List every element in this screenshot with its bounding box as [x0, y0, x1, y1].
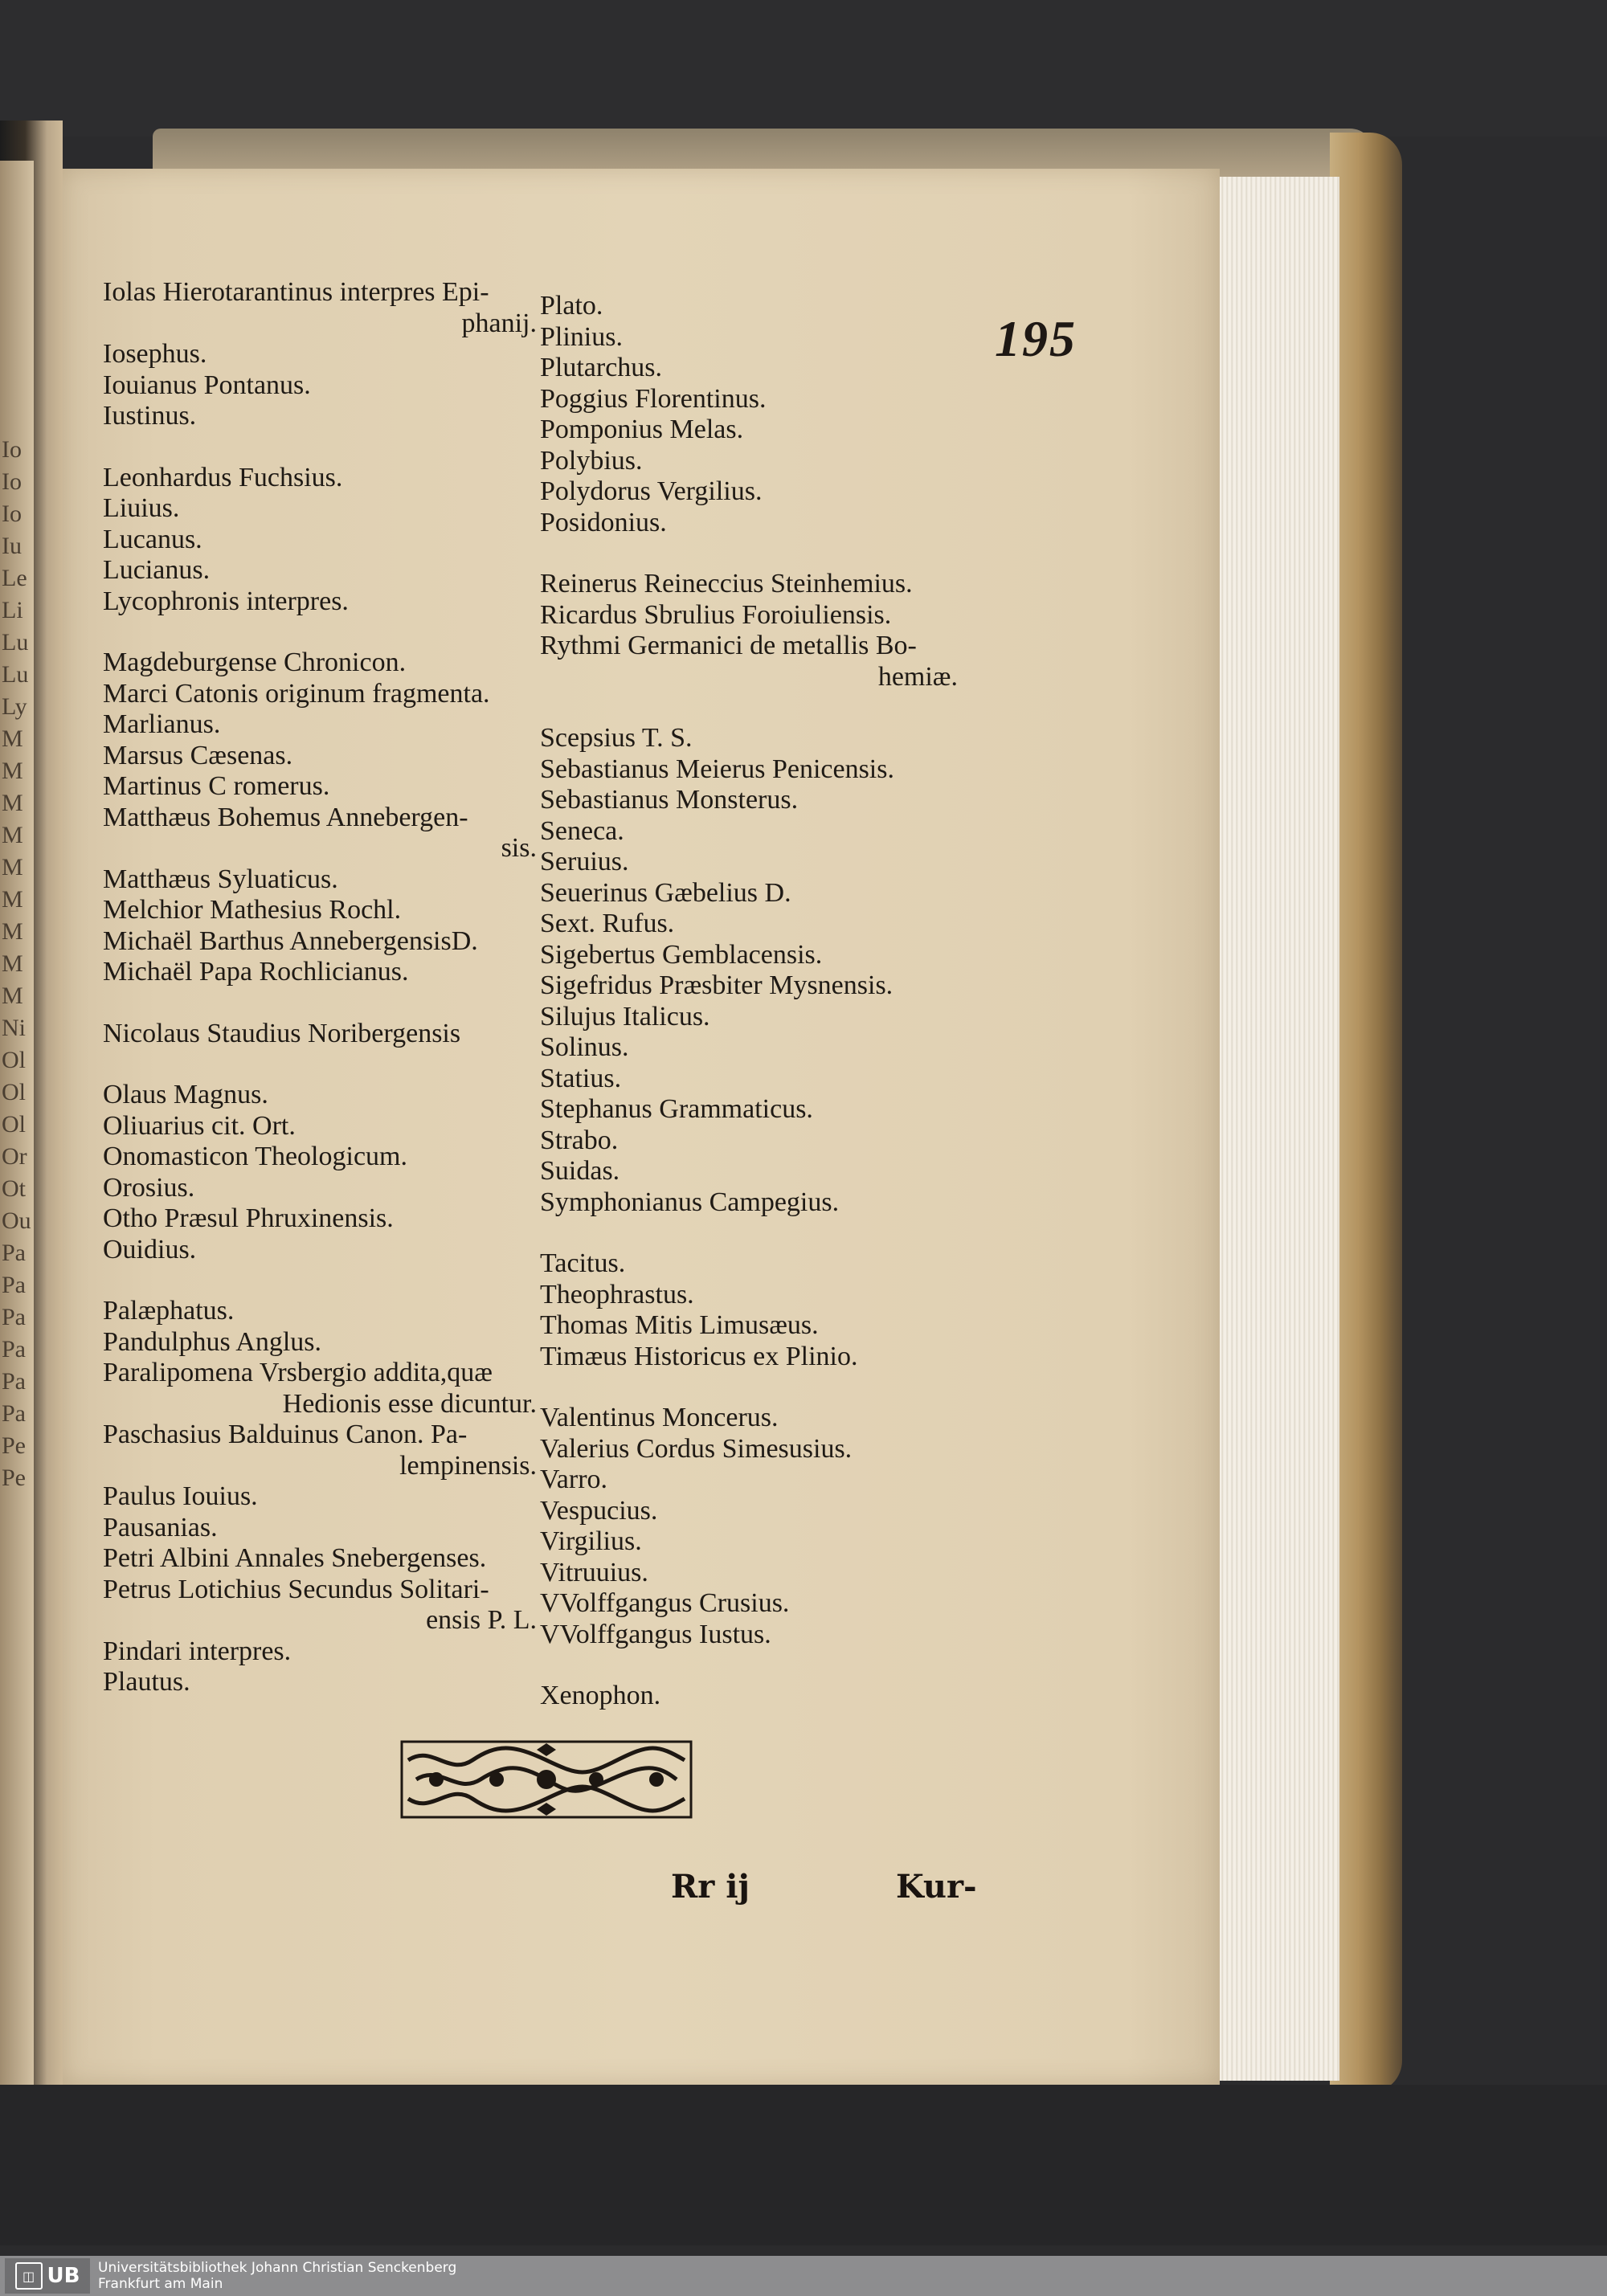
entry-text: VVolffgangus Iustus.: [540, 1619, 771, 1649]
index-entry: [540, 785, 958, 816]
entry-text: Michaël Papa Rochlicianus.: [103, 957, 409, 987]
entry-text: Iolas Hierotarantinus interpres Epi-: [103, 277, 489, 307]
index-entry: [540, 476, 958, 508]
entry-text: Sebastianus Monsterus.: [540, 785, 799, 815]
index-entry: [540, 816, 958, 848]
entry-text: Ricardus Sbrulius Foroiuliensis.: [540, 599, 892, 630]
index-column-left: [103, 277, 537, 1698]
index-entry: [540, 1588, 958, 1620]
index-column-right: [540, 291, 958, 1712]
index-entry: [540, 909, 958, 940]
entry-text: Pandulphus Anglus.: [103, 1326, 322, 1357]
index-entry: [540, 970, 958, 1002]
entry-text: Lucianus.: [103, 555, 211, 585]
printer-ornament: [400, 1740, 693, 1819]
index-entry: [540, 1156, 958, 1187]
entry-text: Polybius.: [540, 445, 643, 476]
index-entry: [540, 1094, 958, 1126]
entry-text: Plinius.: [540, 321, 623, 352]
index-entry: [540, 940, 958, 971]
entry-text: VVolffgangus Crusius.: [540, 1588, 790, 1618]
index-entry: [540, 1310, 958, 1342]
previous-page-fragment: Ol: [2, 1047, 26, 1073]
index-entry: [540, 600, 958, 631]
entry-text: Ouidius.: [103, 1234, 197, 1264]
previous-page-fragment: Pe: [2, 1432, 26, 1459]
entry-text: Paschasius Balduinus Canon. Pa-: [103, 1420, 468, 1449]
entry-text: Onomasticon Theologicum.: [103, 1142, 407, 1171]
index-entry: [103, 1111, 537, 1142]
entry-text: Virgilius.: [540, 1526, 642, 1556]
entry-text: Pomponius Melas.: [540, 415, 744, 444]
index-entry: [103, 1543, 537, 1575]
previous-page-fragment: Pa: [2, 1272, 26, 1298]
entry-text: Palæphatus.: [103, 1296, 235, 1326]
page-number: 195: [995, 310, 1077, 367]
index-entry: [103, 1203, 537, 1235]
entry-text: Iustinus.: [103, 401, 197, 431]
entry-text: Matthæus Syluaticus.: [103, 864, 338, 894]
entry-text: Valerius Cordus Simesusius.: [540, 1433, 853, 1464]
index-entry: [103, 1420, 537, 1481]
entry-text: Seuerinus Gæbelius D.: [540, 877, 791, 908]
index-entry: [540, 1064, 958, 1095]
entry-continuation: Hedionis esse dicuntur.: [282, 1388, 537, 1419]
previous-page-fragment: Ly: [2, 693, 27, 720]
previous-page-fragment: Iu: [2, 533, 22, 559]
previous-page-fragment: Ot: [2, 1175, 26, 1202]
index-entry: [540, 1002, 958, 1033]
entry-text: Sigebertus Gemblacensis.: [540, 939, 823, 970]
entry-continuation: ensis P. L.: [426, 1605, 537, 1635]
index-entry: [540, 1526, 958, 1558]
entry-text: Plautus.: [103, 1667, 190, 1697]
index-entry: [540, 1620, 958, 1651]
entry-text: Reinerus Reineccius Steinhemius.: [540, 569, 913, 599]
previous-page-fragment: Ol: [2, 1079, 26, 1105]
previous-page-fragment: M: [2, 854, 23, 880]
index-entry: [540, 1126, 958, 1157]
index-entry: [103, 555, 537, 586]
index-entry: [103, 1235, 537, 1266]
index-entry: [103, 1173, 537, 1204]
entry-continuation: lempinensis.: [399, 1450, 537, 1481]
index-entry: [103, 1358, 537, 1420]
entry-text: Liuius.: [103, 493, 180, 523]
previous-page-fragment: M: [2, 822, 23, 848]
entry-text: Symphonianus Campegius.: [540, 1187, 840, 1217]
entry-group: [103, 1296, 537, 1698]
entry-text: Scepsius T. S.: [540, 723, 693, 753]
library-city: Frankfurt am Main: [98, 2276, 223, 2292]
previous-page-fragment: Ou: [2, 1207, 31, 1234]
entry-group: [103, 277, 537, 432]
index-entry: [103, 525, 537, 556]
index-entry: [540, 415, 958, 446]
previous-page-fragment: Pa: [2, 1368, 26, 1395]
catchword: Kur-: [896, 1868, 977, 1906]
previous-page-fragment: Io: [2, 468, 22, 495]
index-entry: [540, 508, 958, 539]
entry-text: Strabo.: [540, 1125, 619, 1155]
entry-continuation: phanij.: [461, 308, 537, 338]
entry-text: Paralipomena Vrsbergio addita,quæ: [103, 1358, 493, 1387]
index-entry: [103, 277, 537, 339]
entry-text: Timæus Historicus ex Plinio.: [540, 1341, 858, 1371]
background-bottom: [0, 2085, 1607, 2245]
previous-page-fragment: Pa: [2, 1304, 26, 1330]
index-entry: [540, 847, 958, 878]
entry-text: Magdeburgense Chronicon.: [103, 648, 407, 677]
entry-group: [103, 1080, 537, 1265]
vellum-cover: [1330, 133, 1402, 2093]
entry-text: Marlianus.: [103, 709, 221, 739]
previous-page-fragment: M: [2, 950, 23, 977]
previous-page-fragment: Pe: [2, 1465, 26, 1491]
index-entry: [103, 648, 537, 679]
index-entry: [103, 1481, 537, 1513]
book-icon: ◫: [15, 2262, 43, 2290]
index-entry: [540, 1434, 958, 1465]
index-entry: [540, 1496, 958, 1527]
index-entry: [103, 1327, 537, 1358]
signature-mark: Rr ij: [671, 1868, 750, 1906]
index-entry: [103, 493, 537, 525]
entry-continuation: hemiæ.: [877, 661, 958, 692]
entry-text: Lycophronis interpres.: [103, 586, 349, 616]
index-entry: [103, 370, 537, 402]
entry-text: Leonhardus Fuchsius.: [103, 462, 343, 492]
previous-page-fragment: M: [2, 758, 23, 784]
index-entry: [103, 957, 537, 988]
index-entry: [103, 1513, 537, 1544]
entry-group: [540, 1681, 958, 1712]
previous-page-fragment: Pa: [2, 1240, 26, 1266]
entry-text: Olaus Magnus.: [103, 1080, 268, 1109]
entry-text: Sebastianus Meierus Penicensis.: [540, 754, 894, 784]
library-logo[interactable]: [5, 2258, 90, 2294]
entry-text: Vitruuius.: [540, 1557, 648, 1587]
entry-text: Sext. Rufus.: [540, 909, 675, 938]
entry-text: Varro.: [540, 1465, 608, 1494]
entry-text: Posidonius.: [540, 507, 667, 537]
index-entry: [540, 384, 958, 415]
entry-text: Solinus.: [540, 1032, 629, 1062]
entry-text: Iouianus Pontanus.: [103, 370, 311, 400]
index-entry: [103, 1667, 537, 1698]
entry-text: Xenophon.: [540, 1681, 661, 1710]
index-entry: [540, 322, 958, 353]
entry-text: Seruius.: [540, 847, 629, 876]
index-entry: [103, 586, 537, 618]
entry-text: Pindari interpres.: [103, 1636, 292, 1666]
previous-page-fragment: Io: [2, 436, 22, 463]
index-entry: [103, 1080, 537, 1111]
entry-text: Paulus Iouius.: [103, 1481, 258, 1511]
previous-page-fragment: Ol: [2, 1111, 26, 1138]
entry-text: Polydorus Vergilius.: [540, 476, 763, 506]
entry-text: Suidas.: [540, 1156, 620, 1186]
entry-text: Iosephus.: [103, 339, 207, 369]
entry-group: [540, 1248, 958, 1372]
previous-page-fragment: Lu: [2, 629, 29, 656]
index-entry: [540, 1681, 958, 1712]
index-entry: [540, 1280, 958, 1311]
entry-text: Tacitus.: [540, 1248, 626, 1278]
index-entry: [540, 569, 958, 600]
entry-text: Seneca.: [540, 815, 624, 846]
previous-page-fragment: M: [2, 918, 23, 945]
entry-text: Theophrastus.: [540, 1279, 694, 1309]
index-entry: [103, 741, 537, 772]
entry-text: Statius.: [540, 1063, 622, 1093]
index-entry: [540, 1342, 958, 1373]
entry-group: [540, 723, 958, 1218]
previous-page-fragment: M: [2, 886, 23, 913]
previous-page-fragment: Le: [2, 565, 27, 591]
entry-text: Otho Præsul Phruxinensis.: [103, 1203, 394, 1233]
entry-text: Nicolaus Staudius Noribergensis: [103, 1018, 461, 1048]
index-entry: [540, 1558, 958, 1589]
index-entry: [103, 679, 537, 710]
entry-text: Marci Catonis originum fragmenta.: [103, 678, 490, 709]
entry-group: [540, 291, 958, 538]
previous-page-fragment: M: [2, 725, 23, 752]
entry-text: Michaël Barthus AnnebergensisD.: [103, 925, 478, 956]
entry-group: [540, 1403, 958, 1650]
index-entry: [540, 1465, 958, 1496]
entry-text: Vespucius.: [540, 1495, 658, 1526]
previous-page-fragment: M: [2, 790, 23, 816]
index-entry: [540, 754, 958, 786]
index-entry: [103, 709, 537, 741]
entry-text: Orosius.: [103, 1172, 195, 1203]
background-top: [0, 0, 1607, 137]
entry-text: Martinus C romerus.: [103, 771, 330, 801]
index-entry: [103, 339, 537, 370]
entry-text: Plutarchus.: [540, 353, 663, 382]
entry-text: Stephanus Grammaticus.: [540, 1094, 813, 1124]
entry-text: Marsus Cæsenas.: [103, 740, 293, 770]
page-fore-edge: [1217, 177, 1339, 2081]
entry-text: Silujus Italicus.: [540, 1001, 710, 1032]
entry-text: Valentinus Moncerus.: [540, 1403, 779, 1432]
index-entry: [103, 864, 537, 896]
previous-page-fragment: Ni: [2, 1015, 26, 1041]
entry-text: Lucanus.: [103, 524, 202, 554]
entry-text: Poggius Florentinus.: [540, 383, 767, 414]
index-entry: [103, 895, 537, 926]
previous-page-fragment: Lu: [2, 661, 29, 688]
index-entry: [540, 1403, 958, 1434]
index-entry: [103, 1296, 537, 1327]
entry-text: Petri Albini Annales Snebergenses.: [103, 1543, 487, 1573]
index-entry: [540, 1248, 958, 1280]
entry-text: Rythmi Germanici de metallis Bo-: [540, 631, 917, 660]
previous-page-fragment: Or: [2, 1143, 27, 1170]
entry-text: Oliuarius cit. Ort.: [103, 1110, 296, 1141]
index-entry: [103, 926, 537, 958]
index-entry: [540, 631, 958, 692]
index-entry: [540, 353, 958, 384]
library-footer-bar: [0, 2256, 1607, 2296]
index-entry: [103, 1575, 537, 1636]
entry-group: [540, 569, 958, 692]
entry-continuation: sis.: [501, 833, 537, 863]
entry-text: Petrus Lotichius Secundus Solitari-: [103, 1574, 489, 1604]
index-entry: [103, 1142, 537, 1173]
index-entry: [103, 401, 537, 432]
index-entry: [540, 1032, 958, 1064]
previous-page-fragment: Io: [2, 500, 22, 527]
index-entry: [103, 771, 537, 803]
entry-text: Melchior Mathesius Rochl.: [103, 895, 402, 925]
library-credit: [98, 2260, 456, 2292]
index-entry: [540, 723, 958, 754]
library-name: Universitätsbibliothek Johann Christian Senckenberg: [98, 2260, 457, 2276]
entry-text: Sigefridus Præsbiter Mysnensis.: [540, 970, 893, 1000]
index-entry: [103, 1636, 537, 1668]
index-entry: [540, 291, 958, 322]
index-entry: [103, 803, 537, 864]
previous-page-fragments: [2, 434, 34, 1494]
library-logo-text: UB: [47, 2264, 80, 2288]
previous-page-fragment: Pa: [2, 1336, 26, 1362]
previous-page-fragment: M: [2, 983, 23, 1009]
entry-text: Plato.: [540, 291, 603, 321]
entry-text: Thomas Mitis Limusæus.: [540, 1310, 819, 1340]
previous-page-fragment: Li: [2, 597, 23, 623]
index-entry: [103, 463, 537, 494]
index-entry: [540, 446, 958, 477]
entry-text: Matthæus Bohemus Annebergen-: [103, 802, 468, 832]
previous-page-edge: [0, 161, 34, 2113]
index-entry: [540, 1187, 958, 1219]
index-entry: [540, 878, 958, 909]
entry-text: Pausanias.: [103, 1512, 218, 1542]
entry-group: [103, 648, 537, 988]
previous-page-fragment: Pa: [2, 1400, 26, 1427]
entry-group: [103, 1019, 537, 1050]
index-entry: [103, 1019, 537, 1050]
entry-group: [103, 463, 537, 618]
